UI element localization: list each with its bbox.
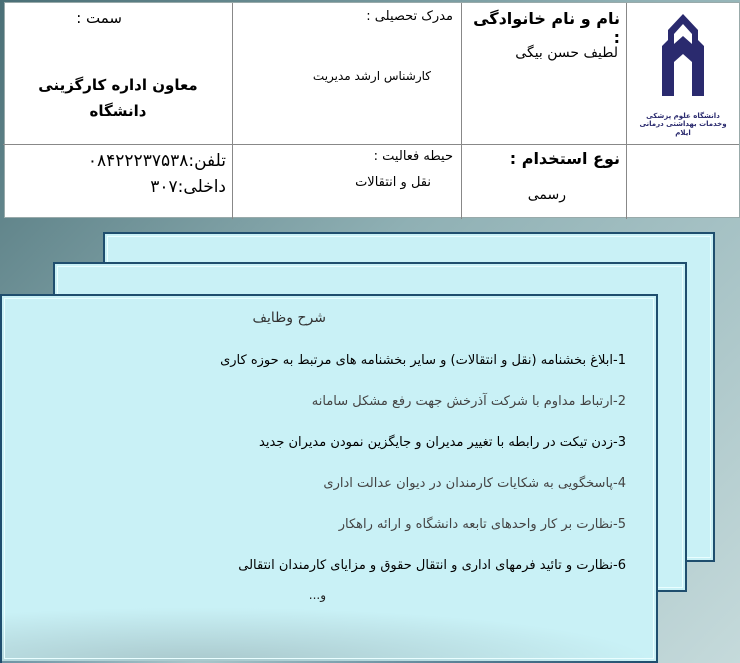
contact-block xyxy=(88,149,226,200)
position-value: معاون اداره کارگزینی دانشگاه xyxy=(38,76,198,120)
university-logo xyxy=(635,10,731,137)
duties-title: شرح وظایف xyxy=(252,310,326,326)
duty-item-5: 5-نظارت بر کار واحدهای تابعه دانشگاه و ارائه راهکار xyxy=(338,517,626,532)
duty-item-4: 4-پاسخگویی به شکایات کارمندان در دیوان عدالت اداری xyxy=(323,476,626,491)
name-value: لطیف حسن بیگی xyxy=(515,45,618,61)
extension-label: داخلی: xyxy=(177,176,226,197)
activity-label: حیطه فعالیت : xyxy=(373,149,453,164)
contact-cell xyxy=(3,145,232,219)
duty-item-1: 1-ابلاغ بخشنامه (نقل و انتقالات) و سایر بخشنامه های مرتبط به حوزه کاری xyxy=(220,353,626,368)
duties-panel xyxy=(0,294,658,663)
position-label: سمت : xyxy=(76,9,122,27)
name-label: نام و نام خانوادگی : xyxy=(473,9,620,47)
duty-item-2: 2-ارتباط مداوم با شرکت آذرخش جهت رفع مشکل سامانه xyxy=(311,394,626,409)
phone-line xyxy=(88,149,226,175)
employment-label: نوع استخدام : xyxy=(509,149,620,168)
extension-value: ۳۰۷ xyxy=(150,176,178,197)
degree-cell xyxy=(232,3,461,145)
phone-label: تلفن: xyxy=(188,151,226,171)
name-cell xyxy=(461,3,626,145)
info-table xyxy=(4,2,740,218)
empty-logo-cell xyxy=(626,145,739,219)
logo-caption: دانشگاه علوم پزشکی وخدمات بهداشتی درمانی ایلام xyxy=(639,111,727,137)
position-cell xyxy=(3,3,232,145)
duty-item-6: 6-نظارت و تائید فرمهای اداری و انتقال حقوق و مزایای کارمندان انتقالی xyxy=(238,558,626,573)
phone-value: ۰۸۴۲۲۲۳۷۵۳۸ xyxy=(87,151,189,171)
degree-value: کارشناس ارشد مدیریت xyxy=(312,69,431,83)
activity-value: نقل و انتقالات xyxy=(355,175,431,190)
university-emblem-icon xyxy=(654,10,712,106)
employment-value: رسمی xyxy=(527,187,566,203)
employment-cell xyxy=(461,145,626,219)
duty-item-3: 3-زدن تیکت در رابطه با تغییر مدیران و جایگزین نمودن مدیران جدید xyxy=(259,435,626,450)
duties-ellipsis: و... xyxy=(308,588,326,602)
activity-cell xyxy=(232,145,461,219)
degree-label: مدرک تحصیلی : xyxy=(366,9,453,24)
logo-cell xyxy=(626,3,739,145)
extension-line xyxy=(88,175,226,201)
